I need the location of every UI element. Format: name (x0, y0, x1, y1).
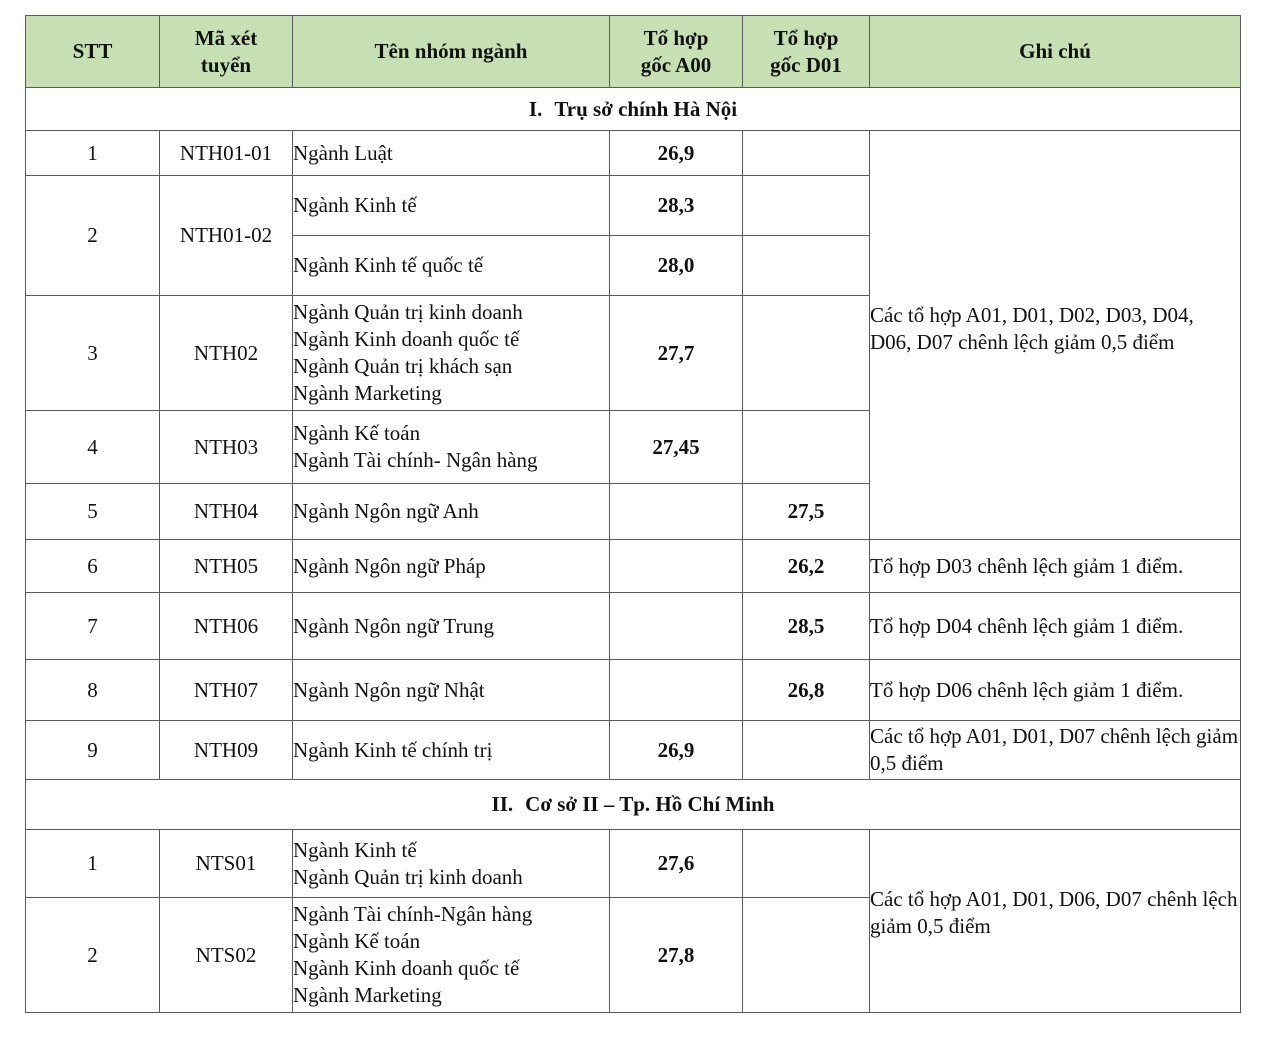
a00-score-cell: 28,3 (610, 176, 743, 236)
major-cell: Ngành Kinh tế chính trị (293, 721, 610, 780)
section-heading-row (26, 88, 1241, 131)
code-cell: NTH06 (160, 593, 293, 660)
table-row (26, 660, 1241, 721)
stt-cell: 8 (26, 660, 160, 721)
note-cell: Tổ hợp D06 chênh lệch giảm 1 điểm. (870, 660, 1241, 721)
d01-score-cell: 26,2 (743, 540, 870, 593)
code-cell: NTH07 (160, 660, 293, 721)
header-a00: Tổ hợp gốc A00 (610, 16, 743, 88)
section-title: Cơ sở II – Tp. Hồ Chí Minh (525, 792, 775, 816)
code-cell: NTH04 (160, 484, 293, 540)
note-cell: Các tổ hợp A01, D01, D02, D03, D04, D06, D07 chênh lệch giảm 0,5 điểm (870, 131, 1241, 540)
major-cell: Ngành Kinh tế Ngành Quản trị kinh doanh (293, 830, 610, 898)
d01-score-cell (743, 721, 870, 780)
stt-cell: 1 (26, 830, 160, 898)
note-cell: Tổ hợp D04 chênh lệch giảm 1 điểm. (870, 593, 1241, 660)
code-cell: NTH02 (160, 296, 293, 411)
a00-score-cell: 26,9 (610, 721, 743, 780)
stt-cell: 5 (26, 484, 160, 540)
a00-score-cell: 27,7 (610, 296, 743, 411)
a00-score-cell (610, 484, 743, 540)
header-row (26, 16, 1241, 88)
a00-score-cell: 27,8 (610, 898, 743, 1013)
d01-score-cell (743, 296, 870, 411)
d01-score-cell: 27,5 (743, 484, 870, 540)
d01-score-cell (743, 898, 870, 1013)
stt-cell: 2 (26, 176, 160, 296)
section-heading-row (26, 780, 1241, 830)
stt-cell: 3 (26, 296, 160, 411)
header-d01: Tổ hợp gốc D01 (743, 16, 870, 88)
section-title: Trụ sở chính Hà Nội (554, 96, 738, 121)
table-row (26, 593, 1241, 660)
table-row (26, 131, 1241, 176)
a00-score-cell: 27,6 (610, 830, 743, 898)
table-row (26, 830, 1241, 898)
major-cell: Ngành Luật (293, 131, 610, 176)
code-cell: NTS02 (160, 898, 293, 1013)
section-number: I. (528, 96, 543, 121)
d01-score-cell (743, 176, 870, 236)
major-cell: Ngành Ngôn ngữ Nhật (293, 660, 610, 721)
a00-score-cell (610, 660, 743, 721)
code-cell: NTH03 (160, 411, 293, 484)
header-note: Ghi chú (870, 16, 1241, 88)
note-cell: Tổ hợp D03 chênh lệch giảm 1 điểm. (870, 540, 1241, 593)
a00-score-cell: 28,0 (610, 236, 743, 296)
stt-cell: 1 (26, 131, 160, 176)
table-row (26, 540, 1241, 593)
d01-score-cell: 26,8 (743, 660, 870, 721)
code-cell: NTS01 (160, 830, 293, 898)
header-code: Mã xét tuyển (160, 16, 293, 88)
section-heading (26, 88, 1241, 131)
stt-cell: 9 (26, 721, 160, 780)
table-row (26, 721, 1241, 780)
code-cell: NTH01-02 (160, 176, 293, 296)
code-cell: NTH09 (160, 721, 293, 780)
major-cell: Ngành Tài chính-Ngân hàng Ngành Kế toán Ngành Kinh doanh quốc tế Ngành Marketing (293, 898, 610, 1013)
note-cell: Các tổ hợp A01, D01, D07 chênh lệch giảm 0,5 điểm (870, 721, 1241, 780)
stt-cell: 6 (26, 540, 160, 593)
major-cell: Ngành Kế toán Ngành Tài chính- Ngân hàng (293, 411, 610, 484)
admission-scores-table (25, 15, 1241, 1013)
header-stt: STT (26, 16, 160, 88)
code-cell: NTH05 (160, 540, 293, 593)
major-cell: Ngành Ngôn ngữ Pháp (293, 540, 610, 593)
note-cell: Các tổ hợp A01, D01, D06, D07 chênh lệch giảm 0,5 điểm (870, 830, 1241, 1013)
major-cell: Ngành Kinh tế quốc tế (293, 236, 610, 296)
stt-cell: 4 (26, 411, 160, 484)
stt-cell: 7 (26, 593, 160, 660)
section-heading (26, 780, 1241, 830)
a00-score-cell (610, 540, 743, 593)
major-cell: Ngành Ngôn ngữ Anh (293, 484, 610, 540)
major-cell: Ngành Ngôn ngữ Trung (293, 593, 610, 660)
d01-score-cell (743, 830, 870, 898)
section-number: II. (491, 792, 514, 816)
d01-score-cell (743, 236, 870, 296)
d01-score-cell: 28,5 (743, 593, 870, 660)
stt-cell: 2 (26, 898, 160, 1013)
d01-score-cell (743, 411, 870, 484)
major-cell: Ngành Kinh tế (293, 176, 610, 236)
a00-score-cell: 26,9 (610, 131, 743, 176)
major-cell: Ngành Quản trị kinh doanh Ngành Kinh doanh quốc tế Ngành Quản trị khách sạn Ngành Marketing (293, 296, 610, 411)
a00-score-cell: 27,45 (610, 411, 743, 484)
code-cell: NTH01-01 (160, 131, 293, 176)
d01-score-cell (743, 131, 870, 176)
a00-score-cell (610, 593, 743, 660)
header-major-group: Tên nhóm ngành (293, 16, 610, 88)
